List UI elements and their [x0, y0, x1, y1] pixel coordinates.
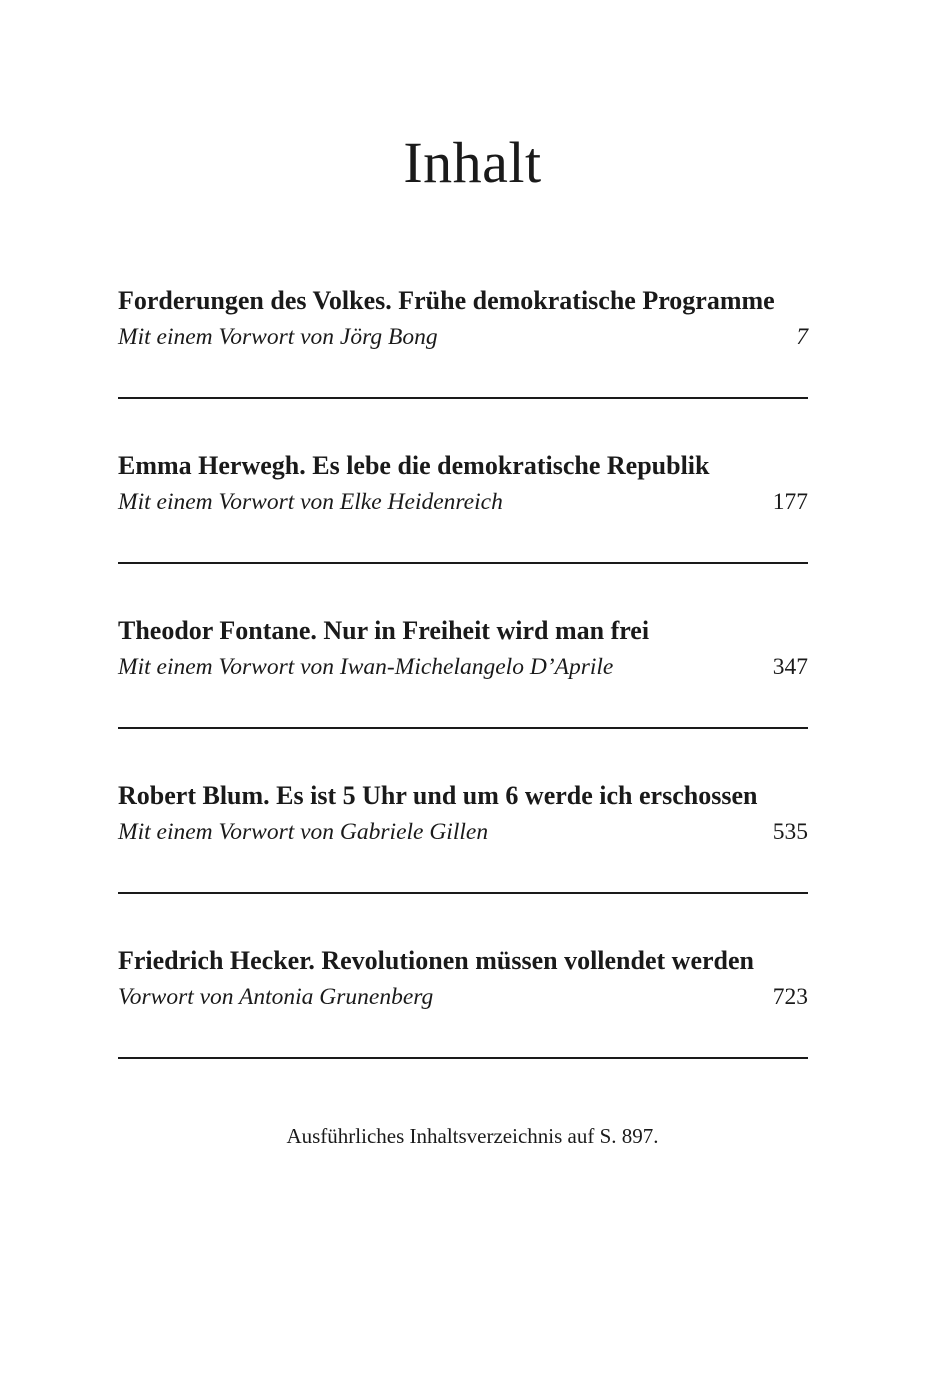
toc-entry[interactable]: [118, 286, 808, 352]
divider: [118, 1057, 808, 1059]
toc-entry-page-number: 177: [772, 489, 808, 515]
page-title: Inhalt: [403, 130, 542, 195]
toc-entry-subline: [118, 487, 808, 517]
toc-entry-foreword: Mit einem Vorwort von Jörg Bong: [118, 324, 438, 350]
toc-entry[interactable]: [118, 946, 808, 1012]
toc-entry-subline: [118, 982, 808, 1012]
toc-entry-subline: [118, 652, 808, 682]
toc-entry-title: Forderungen des Volkes. Frühe demokratische Programme: [118, 286, 775, 315]
toc-entry-foreword: Mit einem Vorwort von Gabriele Gillen: [118, 819, 489, 845]
toc-entry-subline: [118, 817, 808, 847]
toc-entry-page-number: 7: [796, 324, 808, 350]
divider: [118, 727, 808, 729]
toc-entry[interactable]: [118, 781, 808, 847]
toc-entry-title: Theodor Fontane. Nur in Freiheit wird man frei: [118, 616, 650, 645]
divider: [118, 562, 808, 564]
toc-entry-foreword: Mit einem Vorwort von Elke Heidenreich: [118, 489, 503, 515]
toc-entry[interactable]: [118, 451, 808, 517]
toc-entry-foreword: Mit einem Vorwort von Iwan-Michelangelo D’Aprile: [118, 654, 614, 680]
toc-entry-page-number: 535: [772, 819, 808, 845]
toc-entry-title: Robert Blum. Es ist 5 Uhr und um 6 werde ich erschossen: [118, 781, 758, 810]
divider: [118, 892, 808, 894]
divider: [118, 397, 808, 399]
toc-entry[interactable]: [118, 616, 808, 682]
toc-entry-title: Friedrich Hecker. Revolutionen müssen vollendet werden: [118, 946, 754, 975]
toc-entry-foreword: Vorwort von Antonia Grunenberg: [118, 984, 434, 1010]
toc-entry-title: Emma Herwegh. Es lebe die demokratische Republik: [118, 451, 710, 480]
detailed-toc-reference: Ausführliches Inhaltsverzeichnis auf S. 897.: [286, 1124, 659, 1148]
toc-entry-subline: [118, 322, 808, 352]
toc-entry-page-number: 723: [772, 984, 808, 1010]
toc-entry-page-number: 347: [772, 654, 808, 680]
